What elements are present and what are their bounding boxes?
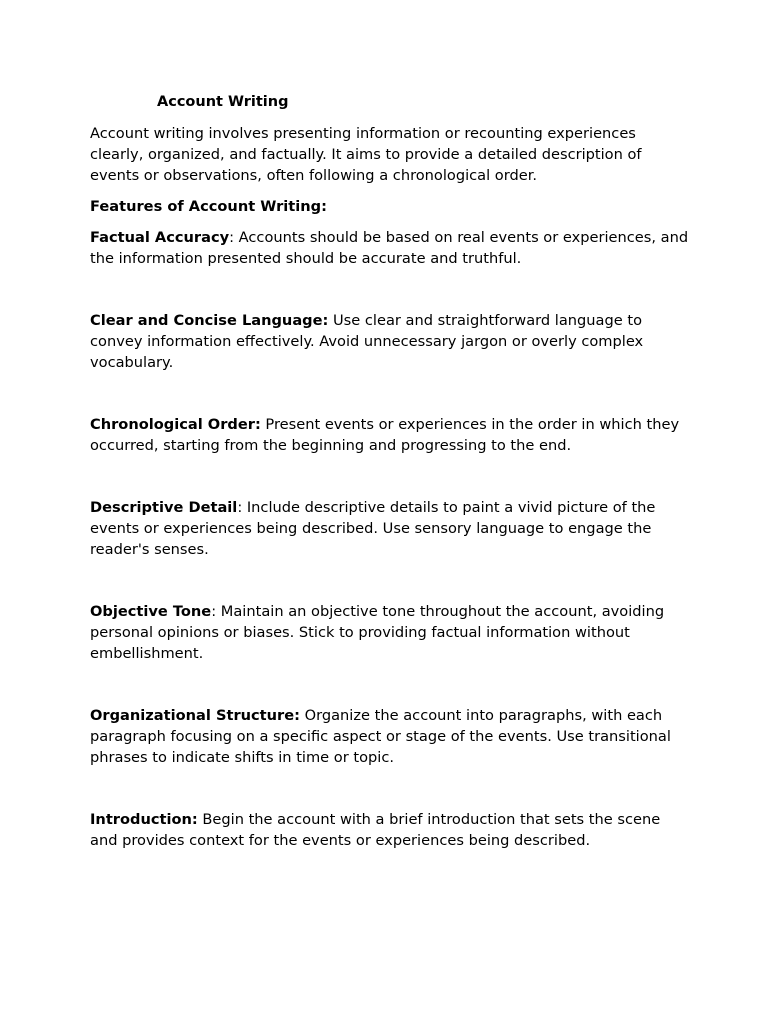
document-title: Account Writing bbox=[157, 94, 289, 110]
features-heading: Features of Account Writing: bbox=[90, 198, 327, 215]
feature-factual-accuracy bbox=[90, 227, 690, 269]
feature-introduction bbox=[90, 809, 690, 851]
feature-term: Organizational Structure: bbox=[90, 707, 300, 724]
feature-objective-tone bbox=[90, 601, 690, 664]
feature-text: Begin the account with a brief introduction that sets the scene and provides context for the events or experiences being described. bbox=[90, 811, 661, 849]
feature-organizational-structure bbox=[90, 705, 690, 768]
feature-text: Present events or experiences in the order in which they occurred, starting from the beginning and progressing to the end. bbox=[90, 416, 680, 454]
feature-term: Introduction: bbox=[90, 811, 198, 828]
feature-term: Clear and Concise Language: bbox=[90, 312, 329, 329]
feature-text: Organize the account into paragraphs, with each paragraph focusing on a specific aspect or stage of the events. Use transitional phrases to indicate shifts in time or topic. bbox=[90, 707, 671, 766]
feature-term: Chronological Order: bbox=[90, 416, 261, 433]
feature-term: Descriptive Detail bbox=[90, 499, 238, 516]
feature-term: Objective Tone bbox=[90, 603, 212, 620]
feature-chronological-order bbox=[90, 414, 690, 456]
feature-text: : Include descriptive details to paint a vivid picture of the events or experiences being described. Use sensory language to engage the reader's senses. bbox=[90, 499, 656, 558]
feature-text: : Maintain an objective tone throughout the account, avoiding personal opinions or biases. Stick to providing factual information without embellishment. bbox=[90, 603, 665, 662]
feature-text: Use clear and straightforward language to convey information effectively. Avoid unnecessary jargon or overly complex vocabulary. bbox=[90, 312, 644, 371]
feature-term: Factual Accuracy bbox=[90, 229, 230, 246]
intro-paragraph: Account writing involves presenting information or recounting experiences clearly, organized, and factually. It aims to provide a detailed description of events or observations, often following a chronological order. bbox=[90, 125, 642, 184]
feature-descriptive-detail bbox=[90, 497, 690, 560]
feature-clear-concise-language bbox=[90, 310, 690, 373]
feature-text: : Accounts should be based on real events or experiences, and the information presented should be accurate and truthful. bbox=[90, 229, 689, 267]
